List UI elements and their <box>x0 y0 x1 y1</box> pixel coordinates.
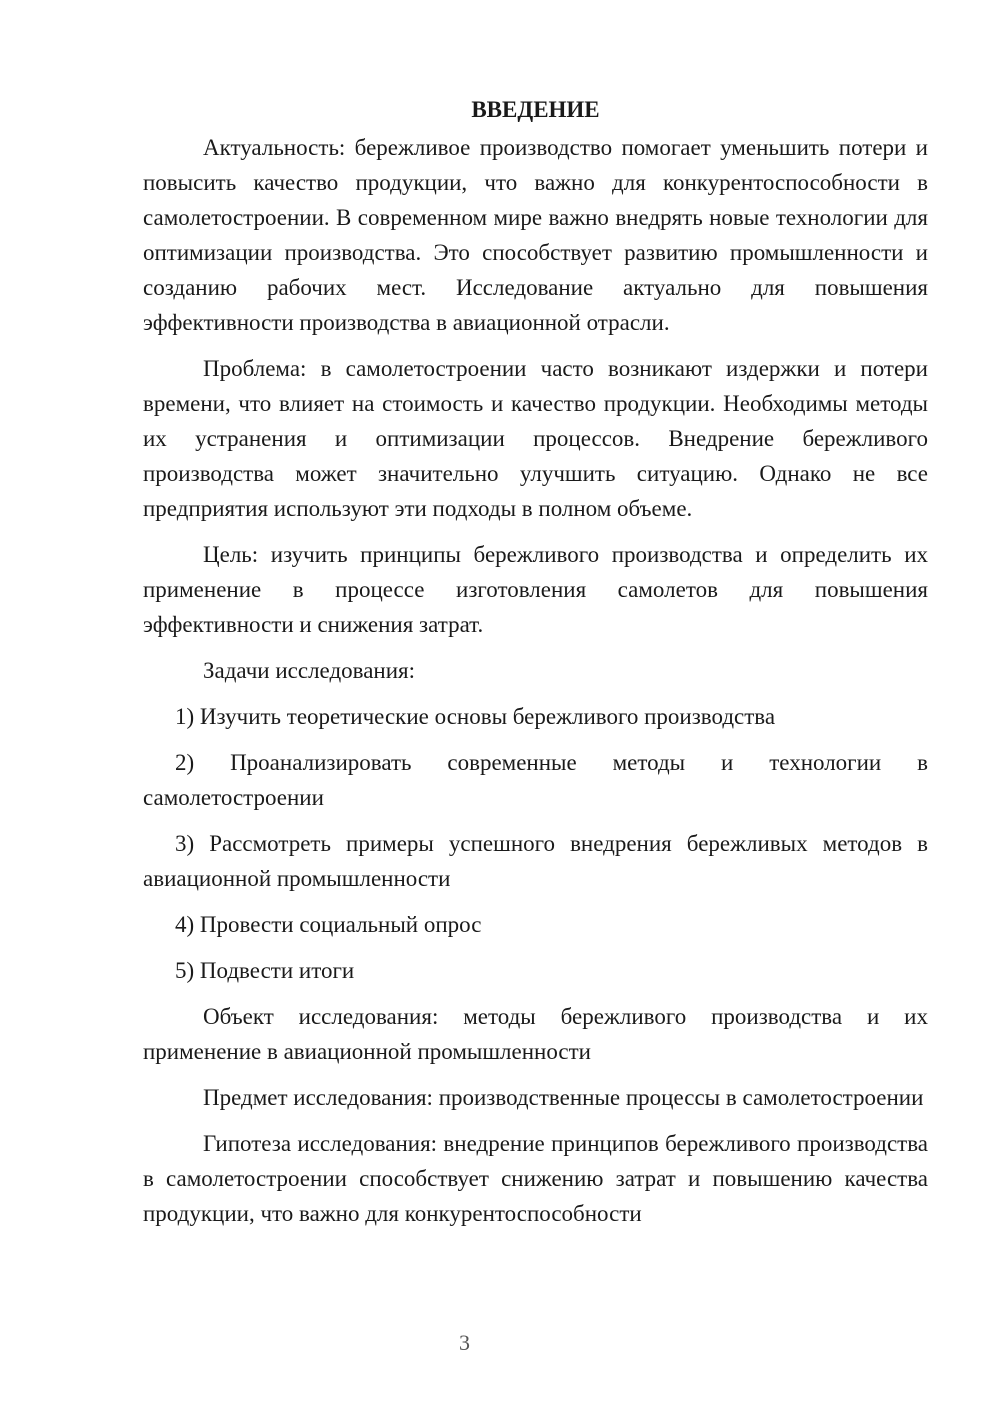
tasks-title: Задачи исследования: <box>203 658 416 683</box>
paragraph-goal: Цель: изучить принципы бережливого производства и определить их применение в процессе изготовления самолетов для повышения эффективности и снижения затрат. <box>143 542 928 637</box>
paragraph-problem: Проблема: в самолетостроении часто возникают издержки и потери времени, что влияет на стоимость и качество продукции. Необходимы методы их устранения и оптимизации процессов. Внедрение бережливого производства может значительно улучшить ситуацию. Однако не все предприятия используют эти подходы в полном объеме. <box>143 356 928 521</box>
task-item-5: 5) Подвести итоги <box>175 958 355 983</box>
paragraph-subject: Предмет исследования: производственные процессы в самолетостроении <box>203 1085 924 1110</box>
page-number: 3 <box>459 1330 470 1355</box>
paragraph-relevance: Актуальность: бережливое производство помогает уменьшить потери и повысить качество продукции, что важно для конкурентоспособности в самолетостроении. В современном мире важно внедрять новые технологии для оптимизации производства. Это способствует развитию промышленности и созданию рабочих мест. Исследование актуально для повышения эффективности производства в авиационной отрасли. <box>143 135 928 335</box>
document-page <box>143 92 928 1231</box>
task-item-2: 2) Проанализировать современные методы и технологии в самолетостроении <box>143 750 928 810</box>
task-item-4: 4) Провести социальный опрос <box>175 912 482 937</box>
task-item-3: 3) Рассмотреть примеры успешного внедрения бережливых методов в авиационной промышленности <box>143 831 928 891</box>
paragraph-hypothesis: Гипотеза исследования: внедрение принципов бережливого производства в самолетостроении способствует снижению затрат и повышению качества продукции, что важно для конкурентоспособности <box>143 1131 928 1226</box>
section-heading: ВВЕДЕНИЕ <box>471 97 600 122</box>
paragraph-object: Объект исследования: методы бережливого производства и их применение в авиационной промышленности <box>143 1004 928 1064</box>
task-item-1: 1) Изучить теоретические основы бережливого производства <box>175 704 776 729</box>
